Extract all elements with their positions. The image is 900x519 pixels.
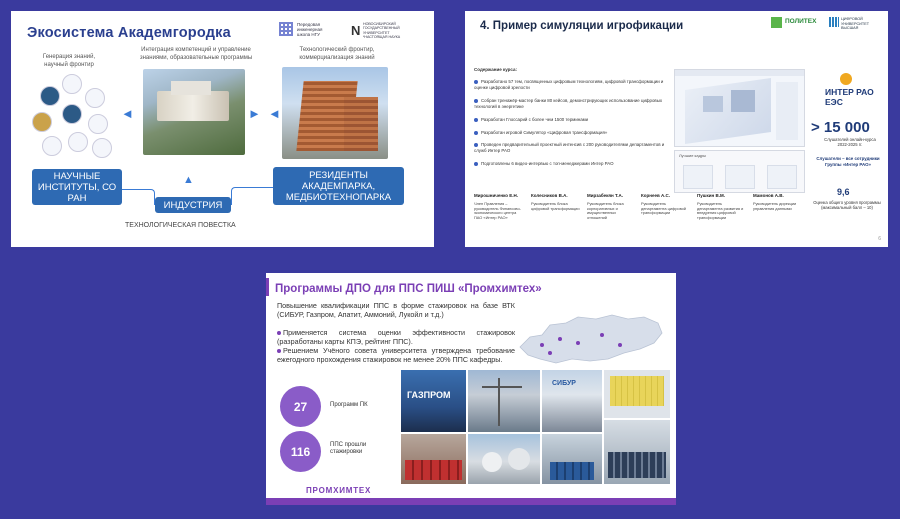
box-scientific-institutes: НАУЧНЫЕ ИНСТИТУТЫ, СО РАН: [32, 169, 122, 205]
simulator-screenshot: [674, 69, 805, 147]
bottom-accent-bar: [266, 498, 676, 505]
contents-header: Содержание курса:: [474, 67, 517, 72]
plant-photo: [468, 370, 540, 432]
bullet-text: Решением Учёного совета университета утверждена требование ежегодного прохождения стажировок не менее 20% ППС кафедры.: [277, 346, 515, 364]
person-card: Пушкин В.М. Руководитель департамента развития и внедрения цифровой трансформации: [697, 193, 744, 220]
institutes-logos: [30, 74, 114, 162]
course-item: Разработан игровой Симулятор «Цифровая трансформация»: [474, 130, 669, 136]
institute-logo-icon: [40, 86, 60, 106]
course-item: Разработано 57 тем, посвященных цифровым технологиям, цифровой трансформации и оценке цифровой зрелости: [474, 79, 664, 90]
slide-gamification[interactable]: [465, 11, 888, 247]
arrow-right-icon: ►: [248, 106, 261, 121]
bullet-icon: [474, 99, 478, 103]
institute-logo-icon: [92, 138, 112, 158]
column-header-technology: Технологический фронтир, коммерциализация знаний: [299, 47, 375, 61]
digital-uni-logo-text: ЦИФРОВОЙ УНИВЕРСИТЕТ ВЫСШАЯ: [841, 17, 870, 30]
box-residents: РЕЗИДЕНТЫ АКАДЕМПАРКА, МЕДБИОТЕХНОПАРКА: [273, 167, 404, 205]
arrow-left-icon: ◄: [268, 106, 281, 121]
institute-logo-icon: [32, 112, 52, 132]
course-item: Проведен предварительный проектный интенсив с 200 руководителями департаментов и служб Интер РАО: [474, 142, 665, 153]
interrao-sun-icon: [840, 73, 852, 85]
column-header-integration: Интеграция компетенций и управление знаниями, образовательные программы: [139, 47, 253, 61]
slide3-title: Программы ДПО для ППС ПИШ «Промхимтех»: [275, 283, 542, 295]
bullet-icon: [474, 162, 478, 166]
arrow-left-icon: ◄: [121, 106, 134, 121]
slide-promhimtech[interactable]: [266, 273, 676, 505]
intro-text: Повышение квалификации ППС в форме стажировок на базе ВТК (СИБУР, Газпром, Апатит, Аммоний, Лукойл и т.д.): [277, 301, 515, 319]
school-logo-icon: [279, 22, 293, 36]
gazprom-photo: ГАЗПРОМ: [401, 370, 466, 432]
digital-uni-logo-icon: [829, 17, 839, 27]
display-board-photo: [604, 370, 670, 418]
listeners-caption: Слушателей онлайн-курса 2022-2025 гг.: [824, 137, 876, 147]
slide1-title: Экосистема Академгородка: [27, 25, 231, 41]
institute-logo-icon: [68, 132, 88, 152]
bullet-icon: [474, 118, 478, 122]
score-caption: Оценка общего уровня программы (максимальный балл – 10): [813, 200, 881, 210]
institute-logo-icon: [88, 114, 108, 134]
slide-ecosystem[interactable]: [11, 11, 434, 247]
page-number: 6: [878, 236, 881, 242]
institute-logo-icon: [62, 104, 82, 124]
course-item: Подготовлены 6 видео-интервью с топ-менеджерами Интер РАО: [474, 161, 669, 167]
column-header-science: Генерация знаний, научный фронтир: [42, 54, 96, 68]
sibur-photo: СИБУР: [542, 370, 602, 432]
course-item: Собран тренажёр-мастер банки 80 кейсов, демонстрирующих использование цифровых технологий в энергетике: [474, 98, 663, 109]
best-frames-panel: Лучшие кадры: [674, 150, 805, 193]
politeh-logo-icon: [771, 17, 782, 28]
technopark-photo: [282, 67, 388, 159]
institute-logo-icon: [62, 74, 82, 94]
nsu-logo-text: НОВОСИБИРСКИЙ ГОСУДАРСТВЕННЫЙ УНИВЕРСИТЕТ *НАСТОЯЩАЯ НАУКА: [363, 22, 401, 40]
bullet-icon: [277, 349, 281, 353]
slide1-footer: ТЕХНОЛОГИЧЕСКАЯ ПОВЕСТКА: [125, 222, 236, 229]
slide2-title: 4. Пример симуляции игрофикации: [480, 20, 684, 32]
tanks-photo: [468, 434, 540, 484]
course-item: Разработан Глоссарий с более чем 1500 терминами: [474, 117, 669, 123]
promhimtech-logo: ПРОМХИМТЕХ: [306, 486, 372, 495]
bullet-icon: [474, 143, 478, 147]
arrow-up-icon: ▲: [183, 174, 194, 186]
connector-line: [122, 189, 155, 205]
trainees-count: 116: [280, 431, 321, 472]
team-red-photo: [401, 434, 466, 484]
russia-map-icon: [516, 309, 666, 369]
institute-logo-icon: [42, 136, 62, 156]
listeners-caption-2: Слушатели – все сотрудники Группы «Интер РАО»: [816, 156, 880, 167]
bullet-icon: [277, 331, 281, 335]
box-industry: ИНДУСТРИЯ: [155, 197, 231, 213]
programs-label: Программ ПК: [330, 402, 368, 408]
person-card: Мирзабекян Т.А. Руководитель блока корпоративных и имущественных отношений: [587, 193, 624, 220]
interrao-logo: ИНТЕР РАО ЕЭС: [825, 87, 874, 107]
bullet-text: Применяется система оценки эффективности стажировок (разработаны карты КПЭ, рейтинг ППС).: [277, 328, 515, 346]
programs-count: 27: [280, 386, 321, 427]
person-card: Мамонов А.В. Руководитель дирекции управления данными: [753, 193, 797, 211]
politeh-logo-text: ПОЛИТЕХ: [785, 18, 817, 25]
bullet-icon: [474, 131, 478, 135]
bullet-icon: [474, 80, 478, 84]
title-accent-bar: [266, 278, 269, 296]
school-logo-text: Передовая инженерная школа НГУ: [297, 22, 323, 37]
person-card: Корнеев А.С. Руководитель департамента цифровой трансформации: [641, 193, 686, 216]
score-stat: 9,6: [837, 187, 850, 197]
group-photo: [604, 420, 670, 484]
institute-logo-icon: [85, 88, 105, 108]
person-card: Колесников В.А. Руководитель блока цифровой трансформации: [531, 193, 580, 211]
nsu-logo-icon: N: [351, 23, 361, 38]
person-card: Мирошниченко Е.Н. Член Правления – руководитель Финансово-экономического центра ПАО «Интер РАО»: [474, 193, 521, 220]
campus-photo: [143, 69, 245, 155]
connector-line: [231, 187, 273, 205]
trainees-label: ППС прошли стажировки: [330, 442, 367, 455]
listeners-stat: > 15 000: [811, 119, 870, 136]
workers-blue-photo: [542, 434, 602, 484]
